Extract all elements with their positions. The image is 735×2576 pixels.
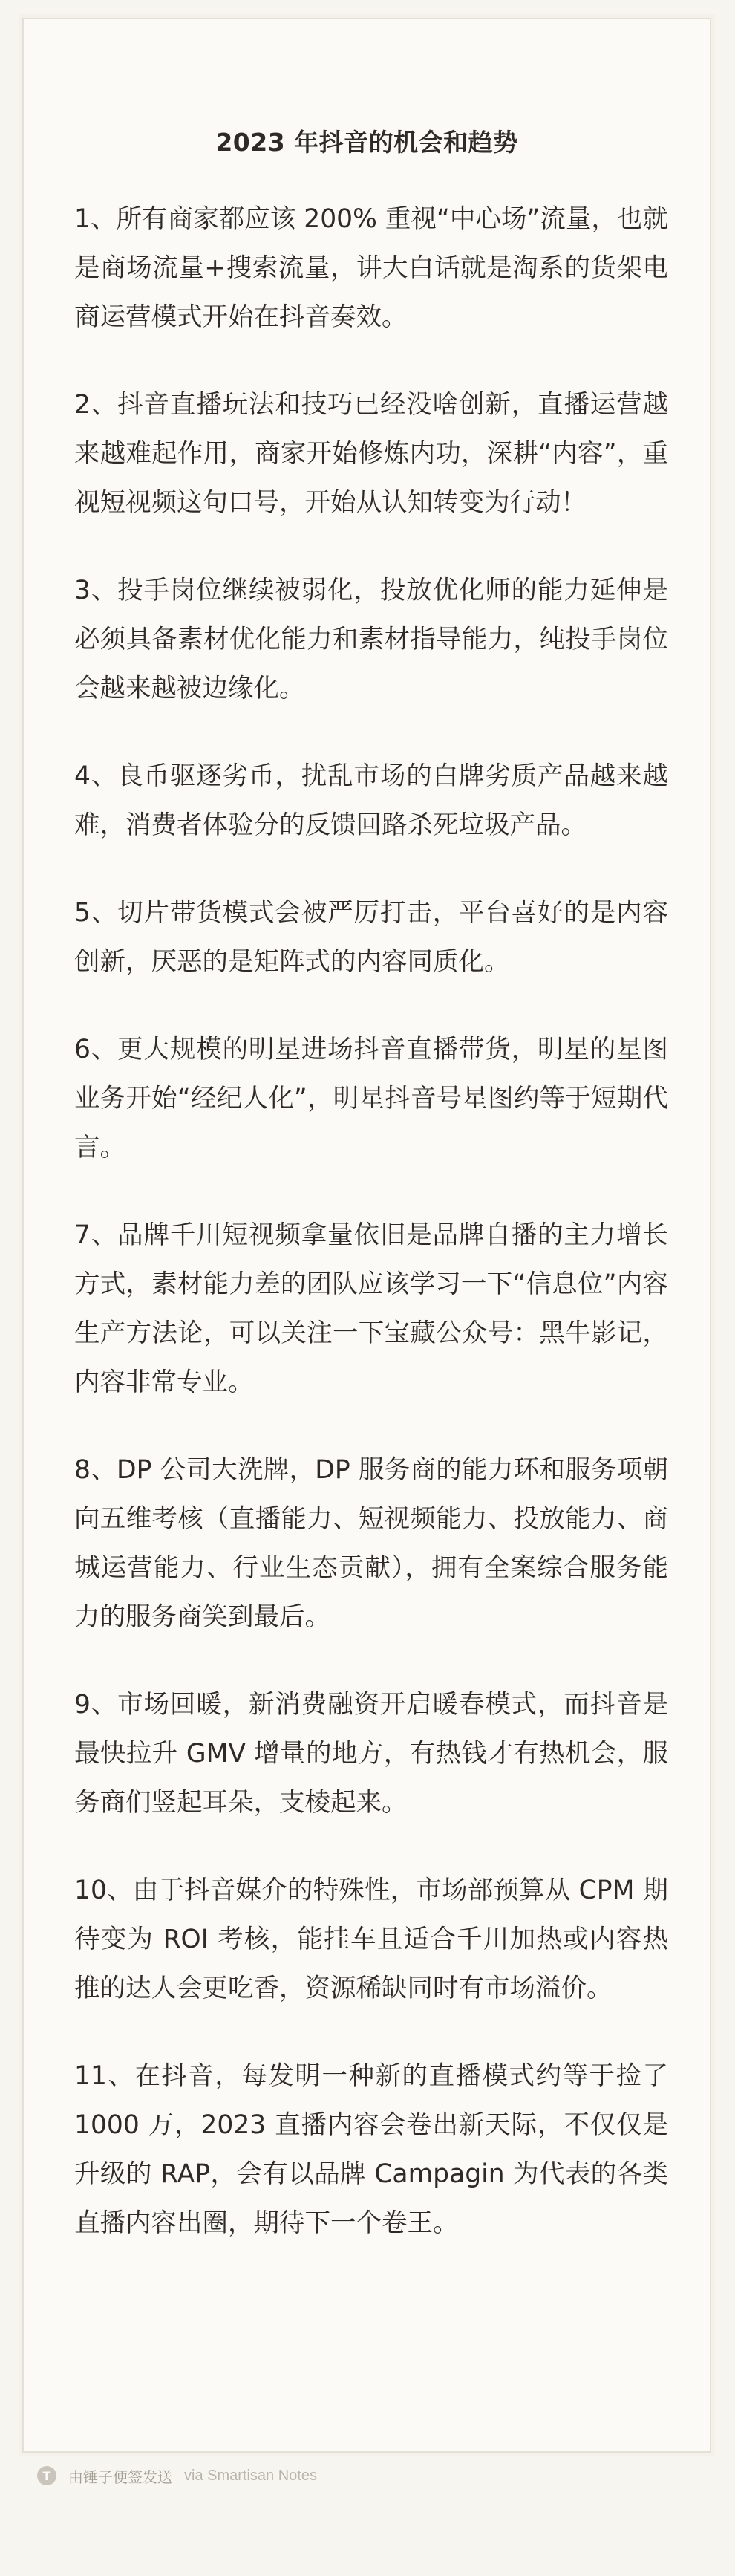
note-paragraph-6: 6、更大规模的明星进场抖音直播带货，明星的星图业务开始“经纪人化”，明星抖音号星图约等于短期代言。 (74, 1035, 668, 1162)
smartisan-hammer-icon: T (37, 2466, 56, 2485)
note-paragraph-2: 2、抖音直播玩法和技巧已经没啥创新，直播运营越来越难起作用，商家开始修炼内功，深耕“内容”，重视短视频这句口号，开始从认知转变为行动！ (74, 390, 668, 518)
note-body (74, 195, 668, 2286)
note-paragraph-3: 3、投手岗位继续被弱化，投放优化师的能力延伸是必须具备素材优化能力和素材指导能力，纯投手岗位会越来越被边缘化。 (74, 576, 668, 703)
note-paragraph-9: 9、市场回暖，新消费融资开启暖春模式，而抖音是最快拉升 GMV 增量的地方，有热钱才有热机会，服务商们竖起耳朵，支棱起来。 (74, 1690, 668, 1818)
note-footer (37, 2465, 317, 2487)
note-title: 2023 年抖音的机会和趋势 (215, 128, 518, 157)
note-paragraph-7: 7、品牌千川短视频拿量依旧是品牌自播的主力增长方式，素材能力差的团队应该学习一下“信息位”内容生产方法论，可以关注一下宝藏公众号：黑牛影记，内容非常专业。 (74, 1220, 668, 1397)
sent-by-text: 由锤子便签发送 (68, 2468, 172, 2486)
note-paragraph-1: 1、所有商家都应该 200% 重视“中心场”流量，也就是商场流量+搜索流量，讲大白话就是淘系的货架电商运营模式开始在抖音奏效。 (74, 204, 668, 332)
note-paragraph-5: 5、切片带货模式会被严厉打击，平台喜好的是内容创新，厌恶的是矩阵式的内容同质化。 (74, 898, 668, 977)
note-paper (22, 18, 711, 2453)
note-paragraph-11: 11、在抖音，每发明一种新的直播模式约等于捡了 1000 万，2023 直播内容会卷出新天际，不仅仅是升级的 RAP，会有以品牌 Campagin 为代表的各类直播内容出圈，期待下一个卷王。 (74, 2061, 668, 2238)
via-smartisan-notes: via Smartisan Notes (184, 2467, 317, 2484)
note-paragraph-4: 4、良币驱逐劣币，扰乱市场的白牌劣质产品越来越难，消费者体验分的反馈回路杀死垃圾产品。 (74, 761, 668, 840)
note-paragraph-8: 8、DP 公司大洗牌，DP 服务商的能力环和服务项朝向五维考核（直播能力、短视频能力、投放能力、商城运营能力、行业生态贡献），拥有全案综合服务能力的服务商笑到最后。 (74, 1455, 668, 1632)
note-paragraph-10: 10、由于抖音媒介的特殊性，市场部预算从 CPM 期待变为 ROI 考核，能挂车且适合千川加热或内容热推的达人会更吃香，资源稀缺同时有市场溢价。 (74, 1876, 668, 2003)
